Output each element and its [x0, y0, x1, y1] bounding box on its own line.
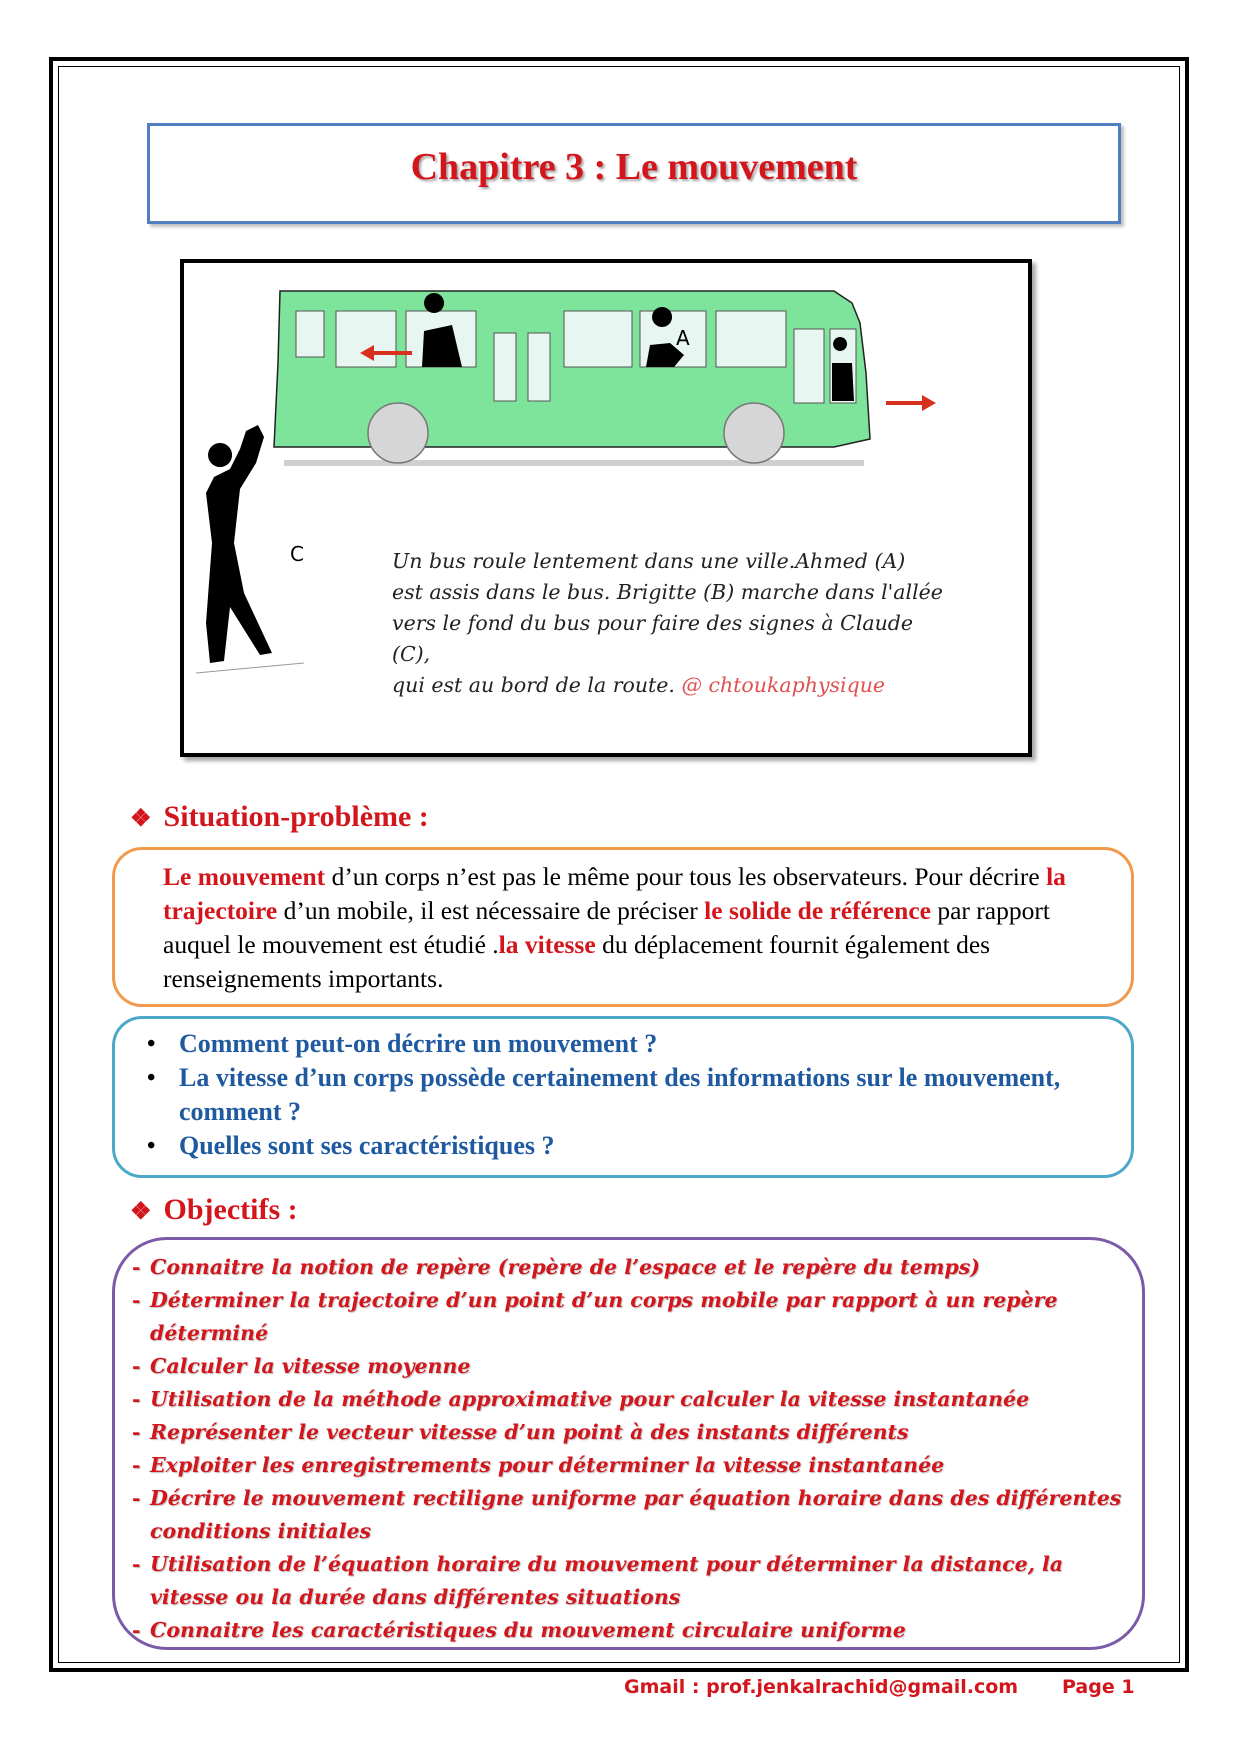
- label-c: C: [290, 542, 304, 566]
- bus-window: [528, 333, 550, 401]
- diamond-bullet-icon: ❖: [130, 806, 152, 832]
- highlighted-term: le solide de référence: [704, 896, 931, 925]
- footer-gmail: Gmail : prof.jenkalrachid@gmail.com: [624, 1676, 1019, 1698]
- situation-heading: ❖ Situation-problème :: [130, 800, 429, 833]
- bus-wheel-rear: [368, 403, 428, 463]
- person-c-silhouette: [206, 425, 272, 663]
- bus-window: [716, 311, 786, 367]
- situation-paragraph: [163, 860, 1123, 996]
- caption-line: qui est au bord de la route. @ chtoukaphysique: [392, 673, 886, 697]
- ground-shadow: [196, 663, 304, 673]
- footer-page-number: Page 1: [1062, 1676, 1135, 1698]
- caption-line: est assis dans le bus. Brigitte (B) marche dans l'allée: [392, 580, 943, 604]
- bus-window: [494, 333, 516, 401]
- caption-handle: @ chtoukaphysique: [681, 673, 886, 697]
- questions-list: [137, 1027, 1117, 1163]
- road-line: [284, 460, 864, 466]
- bus-illustration: [180, 259, 1032, 757]
- question-item: • La vitesse d’un corps possède certainement des informations sur le mouvement, comment ?: [137, 1061, 1117, 1129]
- objectifs-box: [112, 1237, 1145, 1650]
- objectif-item: - Représenter le vecteur vitesse d’un point à des instants différents: [132, 1420, 909, 1444]
- label-b: B: [424, 346, 438, 370]
- objectif-item: - Utilisation de la méthode approximative pour calculer la vitesse instantanée: [132, 1387, 1030, 1411]
- arrow-right-head: [922, 395, 936, 411]
- bus-window: [564, 311, 632, 367]
- situation-box: [112, 847, 1134, 1007]
- bus-wheel-front: [724, 403, 784, 463]
- objectif-item: - Calculer la vitesse moyenne: [132, 1354, 471, 1378]
- bus-window: [296, 311, 324, 357]
- illustration-caption: [392, 546, 952, 701]
- paragraph-text: par rapport auquel le mouvement est étudié .: [163, 896, 1050, 959]
- highlighted-term: la trajectoire: [163, 862, 1066, 925]
- questions-box: [112, 1016, 1134, 1178]
- caption-line: vers le fond du bus pour faire des signes à Claude (C),: [392, 611, 914, 666]
- label-a: A: [676, 326, 690, 350]
- page-title: Chapitre 3 : Le mouvement: [410, 146, 858, 188]
- question-item: • Quelles sont ses caractéristiques ?: [137, 1129, 1117, 1163]
- diamond-bullet-icon: ❖: [130, 1199, 152, 1225]
- paragraph-text: du déplacement fournit également des renseignements importants.: [163, 930, 991, 993]
- bus-door: [794, 329, 824, 403]
- paragraph-text: d’un mobile, il est nécessaire de préciser: [277, 896, 705, 925]
- objectif-item: - Déterminer la trajectoire d’un point d’un corps mobile par rapport à un repère déterminé: [132, 1288, 1058, 1345]
- objectif-item: - Exploiter les enregistrements pour déterminer la vitesse instantanée: [132, 1453, 945, 1477]
- objectifs-heading: ❖ Objectifs :: [130, 1193, 298, 1226]
- objectif-item: - Décrire le mouvement rectiligne uniforme par équation horaire dans des différentes conditions initiales: [132, 1486, 1122, 1543]
- objectifs-list: [132, 1251, 1132, 1647]
- highlighted-term: Le mouvement: [163, 862, 326, 891]
- paragraph-text: d’un corps n’est pas le même pour tous les observateurs. Pour décrire: [325, 862, 1047, 891]
- objectif-item: - Utilisation de l’équation horaire du mouvement pour déterminer la distance, la vitesse ou la durée dans différentes situations: [132, 1552, 1064, 1609]
- bus-window: [336, 311, 396, 367]
- highlighted-term: la vitesse: [498, 930, 596, 959]
- question-item: • Comment peut-on décrire un mouvement ?: [137, 1027, 1117, 1061]
- objectif-item: - Connaitre la notion de repère (repère de l’espace et le repère du temps): [132, 1255, 980, 1279]
- caption-line: Un bus roule lentement dans une ville.Ahmed (A): [392, 549, 906, 573]
- title-box: [147, 123, 1121, 224]
- objectif-item: - Connaitre les caractéristiques du mouvement circulaire uniforme: [132, 1618, 906, 1642]
